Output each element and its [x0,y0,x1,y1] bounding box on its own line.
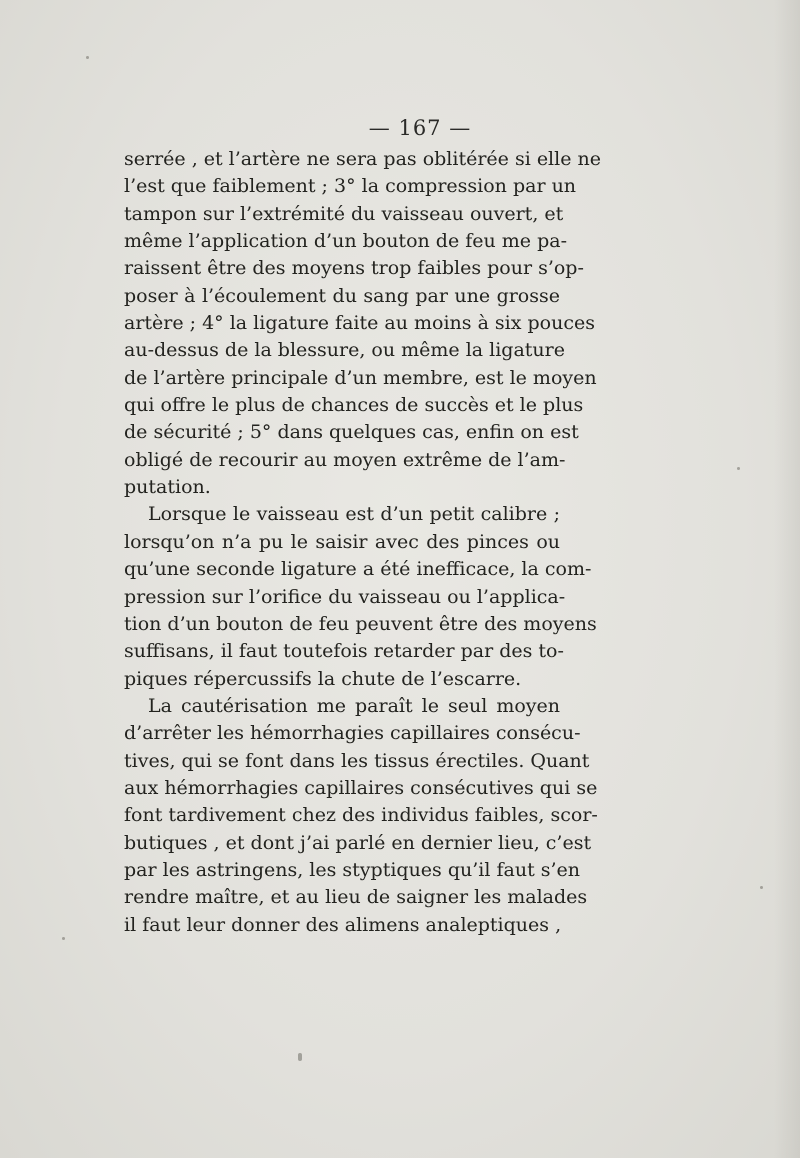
text-line: qu’une seconde ligature a été inefficace, la com- [124,558,592,581]
text-line: tampon sur l’extrémité du vaisseau ouvert, et [124,202,564,225]
text-line: poser à l’écoulement du sang par une grosse [124,284,560,307]
page-edge-shadow [774,0,800,1158]
text-line: tives, qui se font dans les tissus érectiles. Quant [124,749,590,772]
text-line: lorsqu’on n’a pu le saisir avec des pinces ou [124,530,560,553]
text-line: artère ; 4° la ligature faite au moins à six pouces [124,312,595,335]
text-line: suffisans, il faut toutefois retarder par des to- [124,640,564,663]
paper-speck [86,56,89,59]
text-line: aux hémorrhagies capillaires consécutives qui se [124,776,598,799]
text-line: font tardivement chez des individus faibles, scor- [124,804,598,827]
text-line: il faut leur donner des alimens analeptiques , [124,913,562,936]
paper-speck [298,1053,302,1061]
text-line: butiques , et dont j’ai parlé en dernier lieu, c’est [124,831,592,854]
text-line: rendre maître, et au lieu de saigner les malades [124,886,588,909]
text-line: obligé de recourir au moyen extrême de l’am- [124,448,566,471]
text-line: tion d’un bouton de feu peuvent être des moyens [124,612,597,635]
text-line: raissent être des moyens trop faibles pour s’op- [124,257,584,280]
text-line: l’est que faiblement ; 3° la compression par un [124,175,577,198]
text-line: de sécurité ; 5° dans quelques cas, enfin on est [124,421,579,444]
body-text [124,146,601,939]
text-line: Lorsque le vaisseau est d’un petit calibre ; [148,503,560,526]
text-line: au-dessus de la blessure, ou même la ligature [124,339,565,362]
text-line: putation. [124,476,211,499]
paper-speck [62,937,65,940]
text-line: même l’application d’un bouton de feu me pa- [124,230,567,253]
text-line: qui offre le plus de chances de succès et le plus [124,394,584,417]
text-line: par les astringens, les styptiques qu’il faut s’en [124,858,581,881]
text-line: d’arrêter les hémorrhagies capillaires consécu- [124,722,581,745]
paper-speck [760,886,763,889]
text-line: de l’artère principale d’un membre, est le moyen [124,366,597,389]
paper-speck [737,467,740,470]
text-line: La cautérisation me paraît le seul moyen [148,694,560,717]
text-line: piques répercussifs la chute de l’escarre. [124,667,522,690]
text-line: pression sur l’orifice du vaisseau ou l’applica- [124,585,566,608]
page-number: — 167 — [368,116,472,140]
text-line: serrée , et l’artère ne sera pas oblitérée si elle ne [124,148,601,170]
